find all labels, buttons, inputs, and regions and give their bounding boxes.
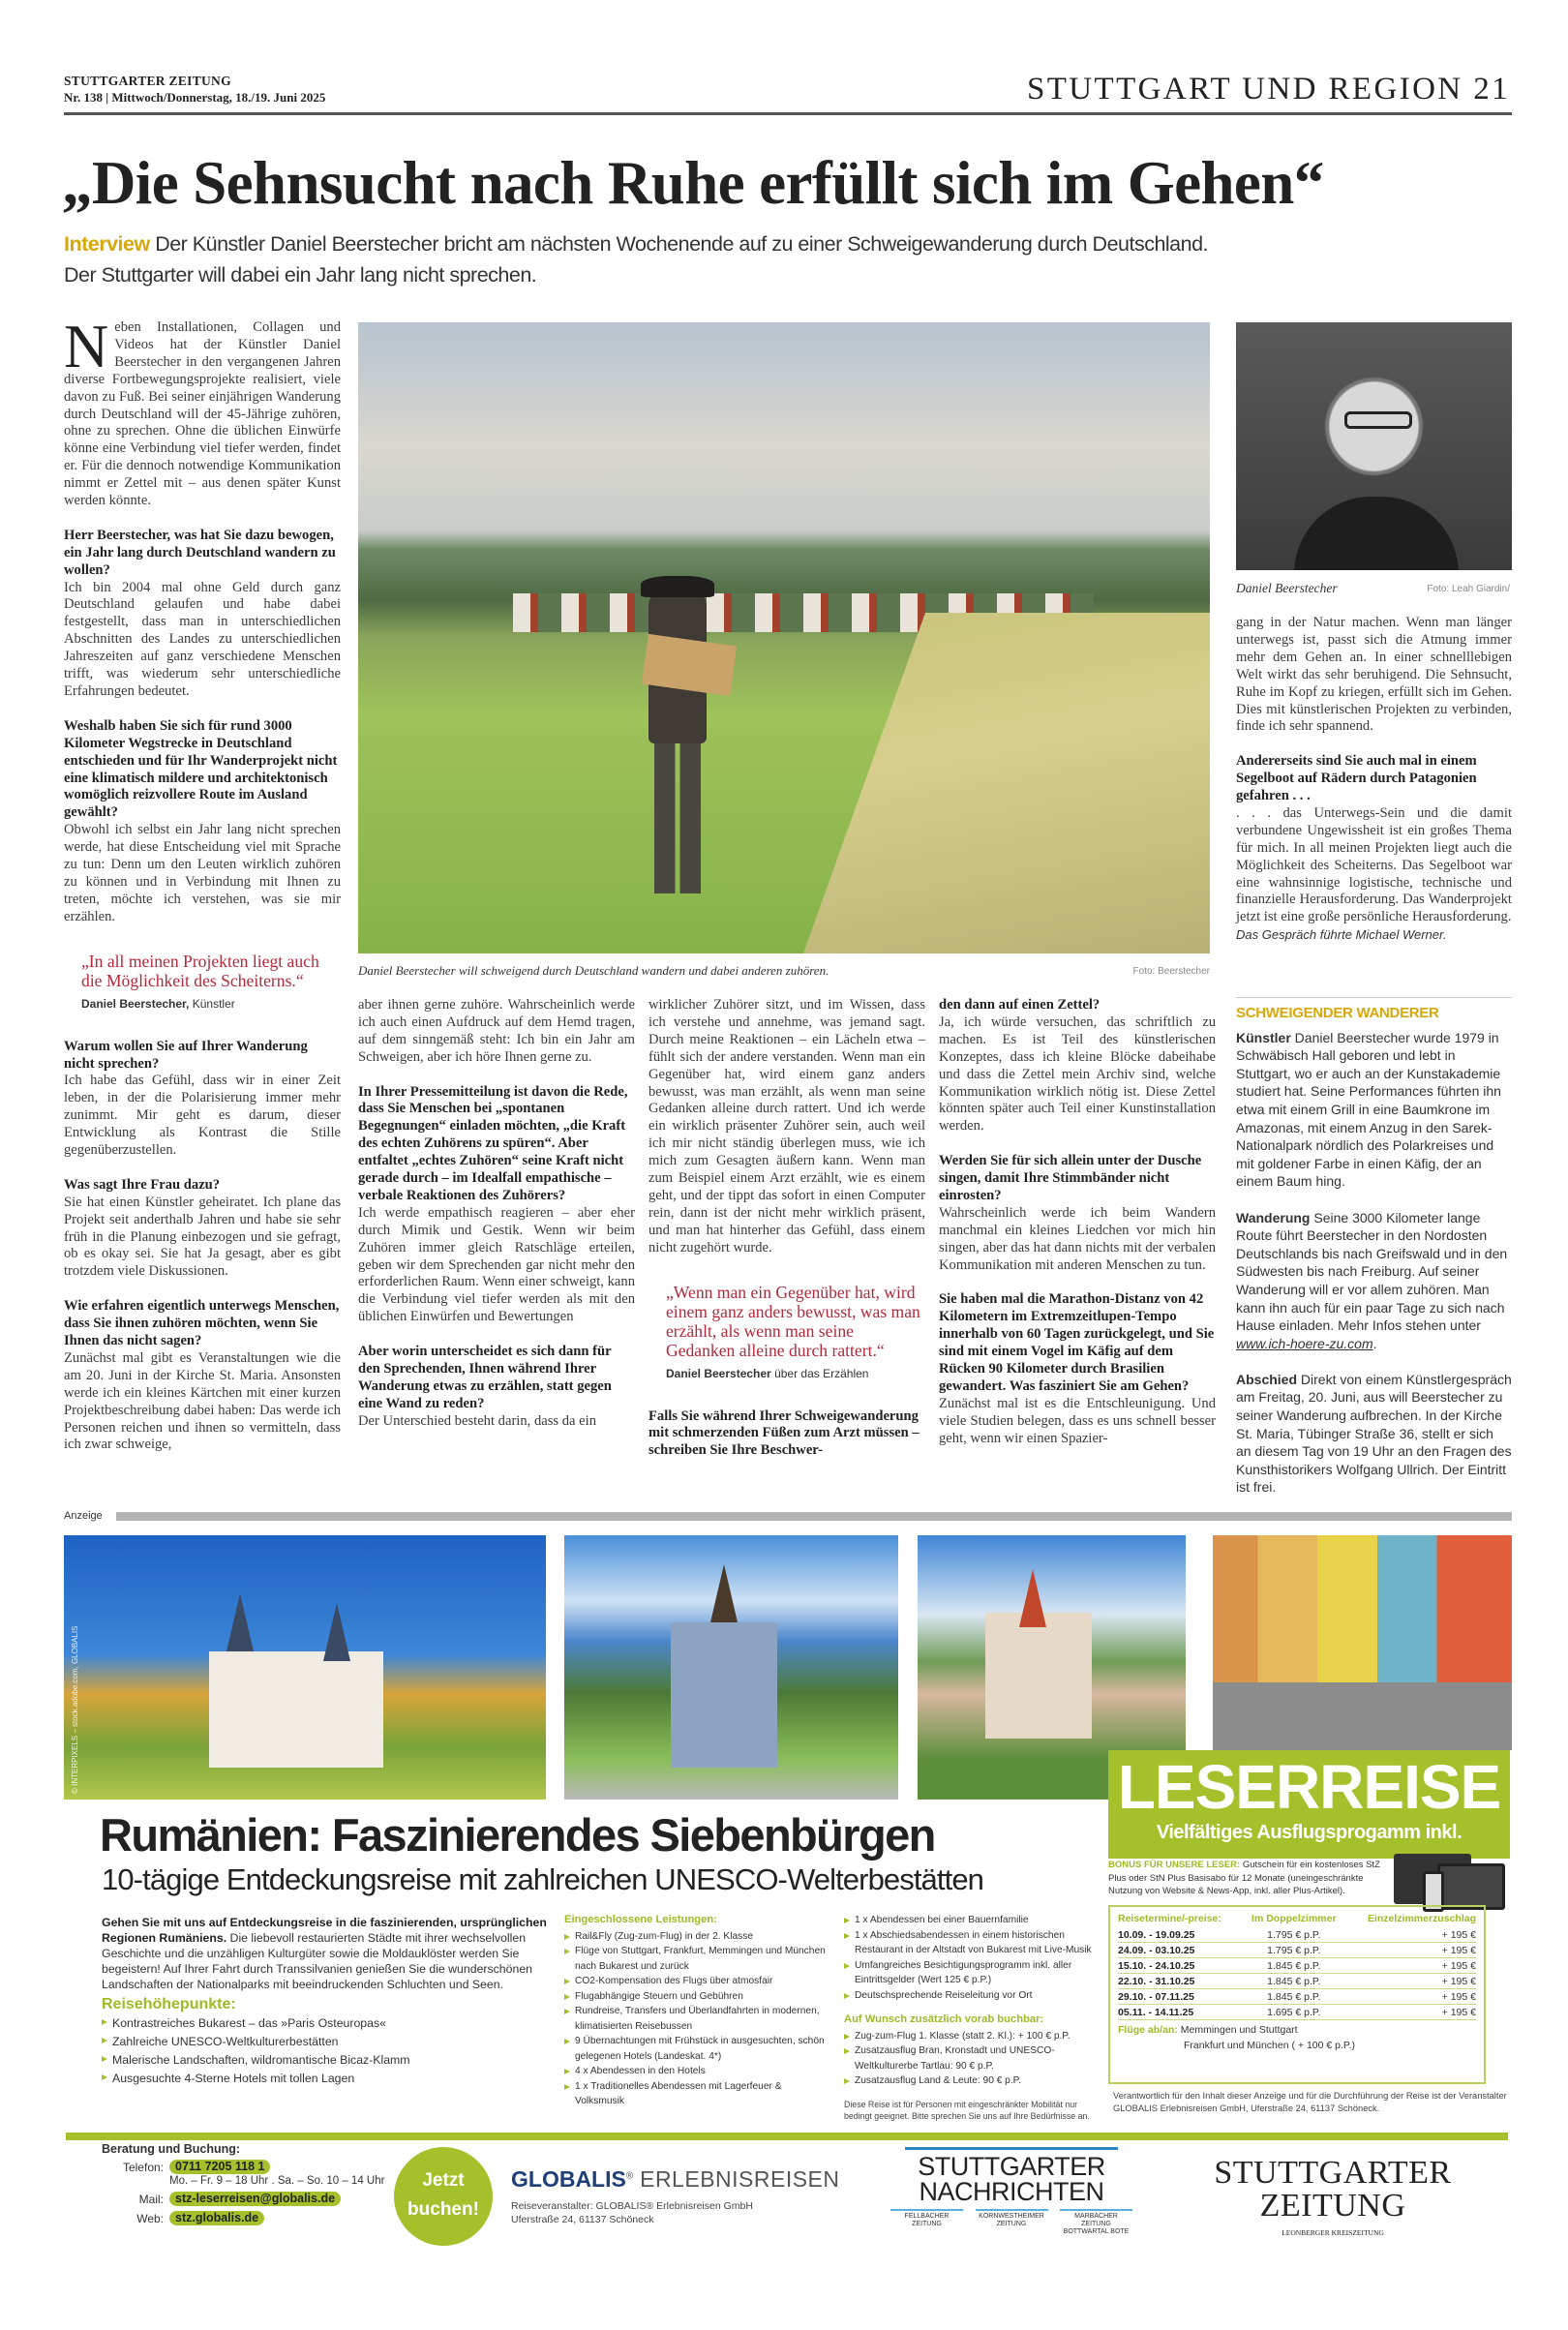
travel-dates: 10.09. - 19.09.25: [1118, 1927, 1243, 1943]
price-table-box: [1108, 1905, 1486, 2084]
photo-credit: Foto: Beerstecher: [1132, 966, 1210, 977]
list-item: 1 x Traditionelles Abendessen mit Lagerfeuer & Volksmusik: [564, 2079, 826, 2109]
monastery-spire: [710, 1564, 738, 1622]
infobox-text: Direkt von einem Künstlergespräch am Freitag, 20. Juni, aus will Beerstecher zu seiner Wanderung aufbrechen. In der Kirche St. Maria, Tübinger Straße 36, stellt er sich an diesem Tag von 19 Uhr an den Fragen des Kunsthistorikers Wolfgang Ullrich. Der Eintritt ist frei.: [1236, 1371, 1512, 1496]
ad-intro-bold: Gehen Sie mit uns auf Entdeckungsreise in die faszinierenden, ursprünglichen Regionen Rumäniens.: [102, 1916, 547, 1945]
badge-subtitle: Vielfältiges Ausflugsprogamm inkl.: [1156, 1822, 1462, 1843]
list-item: Kontrastreiches Bukarest – das »Paris Osteuropas«: [102, 2014, 547, 2033]
kicker: Interview: [64, 232, 150, 256]
logo-bar: [905, 2147, 1118, 2150]
infobox-lead: Künstler: [1236, 1029, 1291, 1045]
badge-title: LESERREISE: [1117, 1752, 1501, 1822]
price-header: Reisetermine/-preise:: [1118, 1913, 1221, 1924]
interview-question: Werden Sie für sich allein unter der Dusche singen, damit Ihre Stimmbänder nicht einrosten?: [939, 1153, 1202, 1203]
interview-question: Wie erfahren eigentlich unterwegs Menschen, dass Sie ihnen zuhören möchten, wenn Sie Ihnen das nicht sagen?: [64, 1298, 340, 1348]
list-item: Zahlreiche UNESCO-Weltkulturerbestätten: [102, 2033, 547, 2051]
article-column-4: [939, 997, 1216, 1448]
responsible-note: Verantwortlich für den Inhalt dieser Anzeige und für die Durchführung der Reise ist der Veranstalter GLOBALIS Erlebnisreisen GmbH, Uferstraße 24, 61137 Schöneck.: [1113, 2091, 1507, 2113]
web-label: Web:: [136, 2211, 164, 2225]
interview-question: Was sagt Ihre Frau dazu?: [64, 1176, 221, 1193]
interview-question: Sie haben mal die Marathon-Distanz von 42 Kilometern im Extremzeitlupen-Tempo innerhalb von 60 Tagen zurückgelegt, und Sie sind mit einem Vogel im Käfig auf dem Rücken 90 Kilometer durch Brasilien gewandert. Was fasziniert Sie am Gehen?: [939, 1291, 1215, 1394]
interviewer-credit: Das Gespräch führte Michael Werner.: [1236, 927, 1447, 943]
single-supplement: + 195 €: [1345, 1958, 1476, 1974]
flights-label: Flüge ab/an:: [1118, 2024, 1178, 2036]
pull-quote: [81, 952, 341, 1014]
logo-suffix: ERLEBNISREISEN: [633, 2166, 840, 2192]
globalis-logo: [511, 2166, 840, 2193]
single-supplement: + 195 €: [1345, 1989, 1476, 2005]
article-column-3: [648, 997, 925, 1460]
leserreise-badge: [1108, 1750, 1510, 1859]
list-item: Ausgesuchte 4-Sterne Hotels mit tollen Lagen: [102, 2070, 547, 2088]
logo-reg: ®: [625, 2170, 634, 2182]
logo-line-2: ZEITUNG: [1259, 2188, 1406, 2224]
list-item: Flüge von Stuttgart, Frankfurt, Memmingen und München nach Bukarest und zurück: [564, 1944, 826, 1974]
price-row: [1118, 1943, 1476, 1958]
deck: [64, 228, 1438, 290]
pull-quote-attribution: [81, 996, 341, 1014]
masthead-issue: Nr. 138 | Mittwoch/Donnerstag, 18./19. Juni 2025: [64, 90, 326, 105]
interview-question: Aber worin unterscheidet es sich dann für den Sprechenden, Ihnen während Ihrer Wanderung etwas zu erzählen, statt gegen eine Wand zu reden?: [358, 1344, 612, 1411]
list-item: Rundreise, Transfers und Überlandfahrten in modernen, klimatisierten Reisebussen: [564, 2004, 826, 2034]
included-list-continued: [844, 1913, 1101, 2003]
photo-hiker-legs: [654, 739, 701, 893]
interview-answer: Obwohl ich selbst ein Jahr lang nicht sprechen werde, hat diese Entscheidung viel mit Sprache zu tun: Denn um den Leuten wirklich zuhören zu können und in Verbindung mit Ihnen zu treten, möchte ich verstehen, was sie mir erzählen.: [64, 822, 341, 924]
ad-intro-column: [102, 1915, 547, 2088]
interview-question: Falls Sie während Ihrer Schweigewanderung mit schmerzenden Füßen zum Arzt müssen – schreiben Sie Ihre Beschwer-: [648, 1407, 920, 1459]
book-now-button[interactable]: [394, 2147, 493, 2246]
double-room-price: 1.795 € p.P.: [1243, 1943, 1345, 1958]
list-item: 1 x Abschiedsabendessen in einem historischen Restaurant in der Altstadt von Bukarest mit Live-Musik: [844, 1928, 1101, 1958]
logo-sub: FELLBACHER ZEITUNG: [890, 2209, 963, 2236]
cta-line-2: buchen!: [407, 2199, 479, 2220]
infobox-lead: Abschied: [1236, 1371, 1298, 1387]
article-column-2: [358, 997, 635, 1431]
top-rule: [64, 112, 1512, 115]
web-address[interactable]: stz.globalis.de: [169, 2211, 264, 2225]
logo-line-1: STUTTGARTER: [1214, 2155, 1452, 2191]
ad-included-column: [564, 1913, 826, 2109]
ad-title: Rumänien: Faszinierendes Siebenbürgen: [100, 1809, 935, 1861]
interview-answer: Zunächst mal ist es die Entschleunigung. Und viele Studien belegen, dass es uns schnell besser geht, wenn wir einen Spazier-: [939, 1395, 1216, 1446]
photo-field: [803, 613, 1210, 953]
pull-quote-text: „Wenn man ein Gegenüber hat, wird einem ganz anders bewusst, was man erzählt, als wenn man seine Gedanken alleine durch rattert.“: [666, 1282, 920, 1360]
flights-info: [1118, 2022, 1476, 2053]
quote-author: Daniel Beerstecher,: [81, 996, 190, 1011]
ad-label-bar: [116, 1512, 1512, 1521]
infobox-text: Seine 3000 Kilometer lange Route führt Beerstecher in den Nordosten Deutschlands bis nach Greifswald und in den Südwesten bis nach Freiburg. Auf seiner Wanderung will er vor allem zuhören. Man kann ihn auch für ein paar Tage zu sich nach Hause einladen. Mehr Infos stehen unter: [1236, 1209, 1508, 1334]
interview-question: Warum wollen Sie auf Ihrer Wanderung nicht sprechen?: [64, 1038, 308, 1072]
phone-label: Telefon:: [122, 2160, 164, 2174]
bonus-text: [1108, 1859, 1389, 1898]
price-header: Einzelzimmerzuschlag: [1367, 1913, 1476, 1924]
ad-intro: [102, 1915, 547, 1992]
photo-hiker-hat: [641, 576, 714, 597]
infobox-item: [1236, 1209, 1512, 1353]
logo-brand: GLOBALIS: [511, 2166, 626, 2192]
highlights-title: Reisehöhepunkte:: [102, 1996, 236, 2012]
list-item: Zusatzausflug Land & Leute: 90 € p.P.: [844, 2073, 1101, 2089]
portrait-torso: [1294, 497, 1459, 570]
list-item: Zusatzausflug Bran, Kronstadt und UNESCO-Weltkulturerbe Tartlau: 90 € p.P.: [844, 2043, 1101, 2073]
mobility-note: Diese Reise ist für Personen mit eingeschränkter Mobilität nur bedingt geeignet. Bitte sprechen Sie uns auf Ihre Bedürfnisse an.: [844, 2099, 1090, 2121]
price-header: Im Doppelzimmer: [1251, 1913, 1337, 1924]
logo-line-2: NACHRICHTEN: [919, 2177, 1104, 2206]
optional-list: [844, 2029, 1101, 2089]
ad-label: Anzeige: [64, 1510, 103, 1522]
interview-answer: . . . das Unterwegs-Sein und die damit verbundene Ungewissheit ist ein großes Thema für mich. In all meinen Projekten liegt auch die Möglichkeit des Scheiterns. Das Segelboot war eine wahnsinnige logistische, technische und finanzielle Herausforderung. Das Wanderprojekt jetzt ist eine große persönliche Herausforderung.: [1236, 804, 1512, 925]
bonus-body: Gutschein für ein kostenloses StZ Plus oder StN Plus Basisabo für 12 Monate (uneingeschränkte Nutzung von Website & News-App, inkl. aller Plus-Artikel).: [1108, 1860, 1380, 1896]
single-supplement: + 195 €: [1345, 1974, 1476, 1989]
castle-body: [209, 1651, 383, 1768]
single-supplement: + 195 €: [1345, 1943, 1476, 1958]
interview-answer: Ich habe das Gefühl, dass wir in einer Zeit leben, in der die Polarisierung immer mehr zunimmt. Mir geht es darum, dieser Entwicklung als Kontrast die Stille gegenüberzustellen.: [64, 1073, 341, 1159]
interview-answer: Wahrscheinlich werde ich beim Wandern manchmal ein kleines Liedchen vor mich hin singen, aber das hat dann nichts mit der verbalen Kommunikation mit anderen Menschen zu tun.: [939, 1204, 1216, 1273]
logo-sub: KORNWESTHEIMER ZEITUNG: [976, 2209, 1048, 2236]
interview-question: Weshalb haben Sie sich für rund 3000 Kilometer Wegstrecke in Deutschland entschieden und für Ihr Wanderprojekt nicht eine klimatisch mildere und architektonisch womöglich reizvollere Route im Ausland gewählt?: [64, 717, 338, 821]
travel-dates: 05.11. - 14.11.25: [1118, 2005, 1243, 2020]
main-photo: [358, 322, 1210, 953]
opening-hours: Mo. – Fr. 9 – 18 Uhr . Sa. – So. 10 – 14 Uhr: [169, 2175, 385, 2187]
ad-photo-monastery: [564, 1535, 898, 1800]
list-item: Malerische Landschaften, wildromantische Bicaz-Klamm: [102, 2051, 547, 2070]
lead-paragraph: [64, 312, 341, 510]
double-room-price: 1.845 € p.P.: [1243, 1974, 1345, 1989]
mail-address[interactable]: stz-leserreisen@globalis.de: [169, 2192, 341, 2206]
green-divider: [66, 2133, 1508, 2140]
flights-line-1: Memmingen und Stuttgart: [1180, 2024, 1298, 2036]
price-row: [1118, 2005, 1476, 2020]
ad-photo-peles-castle: [64, 1535, 546, 1800]
double-room-price: 1.845 € p.P.: [1243, 1958, 1345, 1974]
price-row: [1118, 1927, 1476, 1943]
highlights-list: [102, 2014, 547, 2088]
portrait-glasses: [1344, 411, 1412, 429]
castle-roof: [1019, 1569, 1046, 1627]
quote-author: Daniel Beerstecher: [666, 1366, 771, 1380]
portrait-photo: [1236, 322, 1512, 570]
ad-photo-sighisoara: [1213, 1535, 1512, 1750]
pull-quote-attribution: [666, 1366, 925, 1383]
drop-cap: N: [64, 312, 109, 380]
pull-quote-text: „In all meinen Projekten liegt auch die Möglichkeit des Scheiterns.“: [81, 951, 319, 990]
interview-answer: wirklicher Zuhörer sitzt, und im Wissen, dass ich verstehe und annehme, was jemand sagt. Durch meine Reaktionen – ein Lächeln etwa – fühlt sich der andere verstanden. Wenn man ein Gegenüber hat, wird einem ganz anders bewusst, was man erzählt, als wenn man seine Gedanken alleine durch rattert. Und ich werde ein wirklich präsenter Zuhörer sein, auch weil ich mir nicht ständig überlegen muss, wie ich mich zum Gesagten äußern kann. Wenn man zum Beispiel einem Arzt erzählt, wie es einem geht, und der tippt das sofort in einen Computer rein, dann ist der nicht mehr wirklich präsent, und man hat hinterher das Gefühl, dass einem nicht zugehört wurde.: [648, 997, 925, 1256]
photo-caption: Daniel Beerstecher will schweigend durch Deutschland wandern und dabei anderen zuhören.: [358, 963, 829, 978]
quote-role: Künstler: [192, 996, 235, 1011]
interview-question: den dann auf einen Zettel?: [939, 997, 1101, 1013]
list-item: CO2-Kompensation des Flugs über atmosfair: [564, 1974, 826, 1989]
contact-title: Beratung und Buchung:: [102, 2142, 241, 2156]
interview-answer: Ich werde empathisch reagieren – aber eher durch Mimik und Gestik. Wenn wir beim Zuhören immer gleich Ratschläge erteilen, geben wir dem Sprechenden gar nicht mehr den erforderlichen Raum. Wenn einer schweigt, kann die Verbindung viel tiefer werden als mit den üblichen Einwürfen und Bewertungen: [358, 1204, 635, 1325]
logo-sub: MARBACHER ZEITUNG BOTTWARTAL BOTE: [1060, 2209, 1132, 2236]
devices-illustration: [1384, 1854, 1510, 1912]
monastery-body: [671, 1622, 777, 1768]
ad-subtitle: 10-tägige Entdeckungsreise mit zahlreichen UNESCO-Welterbestätten: [102, 1862, 984, 1896]
travel-dates: 22.10. - 31.10.25: [1118, 1974, 1243, 1989]
pull-quote: [666, 1283, 925, 1383]
list-item: 4 x Abendessen in den Hotels: [564, 2064, 826, 2079]
price-row: [1118, 1958, 1476, 1974]
interview-question: In Ihrer Pressemitteilung ist davon die Rede, dass Sie Menschen bei „spontanen Begegnungen“ einladen möchten, „die Kraft des echten Zuhörens zu spüren“. Aber entfaltet „echtes Zuhören“ seine Kraft nicht gerade durch – im Idealfall empathische – verbale Reaktionen des Zuhörers?: [358, 1083, 628, 1203]
interview-answer: Ja, ich würde versuchen, das schriftlich zu machen. Es ist Teil des künstlerischen Konzeptes, dass ich kleine Blöcke dabeihabe und dass die Zettel mein Archiv sind, welche Kommunikation wirklich nötig ist. Diese Zettel könnten später auch Teil einer Kunstinstallation werden.: [939, 1014, 1216, 1135]
booking-contact: [102, 2142, 384, 2226]
list-item: Zug-zum-Flug 1. Klasse (statt 2. Kl.): + 100 € p.P.: [844, 2029, 1101, 2044]
tablet-icon: [1437, 1863, 1505, 1910]
flights-line-2: Frankfurt und München ( + 100 € p.P.): [1184, 2040, 1355, 2051]
infobox-rule: [1236, 997, 1512, 998]
bonus-label: BONUS FÜR UNSERE LESER:: [1108, 1860, 1241, 1870]
double-room-price: 1.695 € p.P.: [1243, 2005, 1345, 2020]
operator-line-2: Uferstraße 24, 61137 Schöneck: [511, 2214, 654, 2225]
list-item: 1 x Abendessen bei einer Bauernfamilie: [844, 1913, 1101, 1928]
lead-text: eben Installationen, Collagen und Videos hat der Künstler Daniel Beerstecher in den vergangenen Jahren diverse Fortbewegungsprojekte realisiert, viele davon zu Fuß. Bei seiner einjährigen Wanderung durch Deutschland will der 45-Jährige zuhören, ohne zu sprechen. Ohne die üblichen Einwürfe könne eine Verbindung viel tiefer werden, findet er. Für die dennoch notwendige Kommunikation nimmt er Zettel mit – aus denen später Kunst werden könnte.: [64, 319, 341, 509]
interview-answer: Der Unterschied besteht darin, dass da ein: [358, 1412, 596, 1429]
single-supplement: + 195 €: [1345, 2005, 1476, 2020]
price-table: [1118, 1911, 1476, 2020]
optional-title: Auf Wunsch zusätzlich vorab buchbar:: [844, 2013, 1044, 2025]
included-title: Eingeschlossene Leistungen:: [564, 1914, 717, 1925]
article-column-5: [1236, 615, 1512, 944]
website-link[interactable]: www.ich-hoere-zu.com: [1236, 1335, 1373, 1351]
deck-line-2: Der Stuttgarter will dabei ein Jahr lang nicht sprechen.: [64, 263, 537, 287]
interview-answer: gang in der Natur machen. Wenn man länger unterwegs ist, passt sich die Atmung immer mehr dem Gehen an. In einer schnelllebigen Welt wirkt das sehr beruhigend. Die Sehnsucht, Ruhe im Kopf zu kriegen, erfüllt sich im Gehen. Dies mit künstlerischen Projekten zu verbinden, finde ich sehr spannend.: [1236, 615, 1512, 735]
ad-included-more-column: [844, 1913, 1101, 2122]
list-item: Umfangreiches Besichtigungsprogramm inkl. aller Eintrittsgelder (Wert 125 € p.P.): [844, 1958, 1101, 1988]
article-column-1: [64, 312, 341, 1454]
double-room-price: 1.845 € p.P.: [1243, 1989, 1345, 2005]
infobox-text: .: [1372, 1335, 1377, 1351]
portrait-credit: Foto: Leah Giardin/: [1427, 584, 1510, 594]
interview-answer: aber ihnen gerne zuhöre. Wahrscheinlich werde ich auch einen Aufdruck auf dem Hemd tragen, auf dem sinngemäß steht: Ich bin ein Jahr am Schweigen, aber ich höre Ihnen gerne zu.: [358, 997, 635, 1065]
list-item: 9 Übernachtungen mit Frühstück in ausgesuchten, schön gelegenen Hotels (Landeskat. 4*): [564, 2034, 826, 2064]
interview-question: Andererseits sind Sie auch mal in einem Segelboot auf Rädern durch Patagonien gefahren . . .: [1236, 753, 1477, 804]
travel-dates: 29.10. - 07.11.25: [1118, 1989, 1243, 2005]
castle-spire: [323, 1603, 350, 1661]
interview-answer: Sie hat einen Künstler geheiratet. Ich plane das Projekt seit anderthalb Jahren und habe sie sehr früh in die Planung einbezogen und sie gefragt, ob es okay sei. Sie hat Ja gesagt, aber es gibt trotzdem viele Diskussionen.: [64, 1194, 341, 1280]
ad-intro-text: Die liebevoll restaurierten Städte mit ihrer wechselvollen Geschichte und die unzähligen Kulturgüter sowie die Moldauklöster werden Sie begeistern! Auf Ihrer Fahrt durch Transsilvanien genießen Sie die wunderschönen Landschaften der Nationalparks mit beeindruckenden Schluchten und Seen.: [102, 1931, 532, 1991]
infobox-text: Daniel Beerstecher wurde 1979 in Schwäbisch Hall geboren und lebt in Stuttgart, wo er auch an der Kunstakademie studiert hat. Seine Performances führten ihn etwa mit einem Grill in eine Baumkrone im Amazonas, mit einem Anzug in den Sarek-Nationalpark nördlich des Polarkreises und mit goldener Farbe in einen Käfig, der an einem Baum hing.: [1236, 1029, 1501, 1190]
double-room-price: 1.795 € p.P.: [1243, 1927, 1345, 1943]
price-row: [1118, 1974, 1476, 1989]
infobox-title: SCHWEIGENDER WANDERER: [1236, 1005, 1439, 1021]
infobox-item: [1236, 1029, 1512, 1191]
section-title: STUTTGART UND REGION 21: [1026, 72, 1510, 106]
deck-line-1: Der Künstler Daniel Beerstecher bricht am nächsten Wochenende auf zu einer Schweigewanderung durch Deutschland.: [155, 232, 1209, 256]
interview-question: Herr Beerstecher, was hat Sie dazu bewogen, ein Jahr lang durch Deutschland wandern zu wollen?: [64, 527, 336, 578]
travel-dates: 24.09. - 03.10.25: [1118, 1943, 1243, 1958]
list-item: Deutschsprechende Reiseleitung vor Ort: [844, 1988, 1101, 2004]
operator-line-1: Reiseveranstalter: GLOBALIS® Erlebnisreisen GmbH: [511, 2200, 753, 2212]
mail-label: Mail:: [138, 2192, 164, 2206]
single-supplement: + 195 €: [1345, 1927, 1476, 1943]
travel-dates: 15.10. - 24.10.25: [1118, 1958, 1243, 1974]
included-list: [564, 1929, 826, 2109]
headline: „Die Sehnsucht nach Ruhe erfüllt sich im Gehen“: [62, 149, 1324, 217]
portrait-caption: Daniel Beerstecher: [1236, 581, 1338, 595]
infobox-item: [1236, 1371, 1512, 1497]
list-item: Flugabhängige Steuern und Gebühren: [564, 1989, 826, 2005]
cta-line-1: Jetzt: [422, 2170, 465, 2191]
logo-sub: LEONBERGER KREISZEITUNG: [1282, 2228, 1384, 2237]
operator-address: [511, 2199, 753, 2226]
price-row: [1118, 1989, 1476, 2005]
interview-answer: Zunächst mal gibt es Veranstaltungen wie die am 20. Juni in der Kirche St. Maria. Ansonsten werde ich ein kleines Kärtchen mit einer kurzen Projektbeschreibung dabei haben: Das werde ich Personen reichen und ihnen so vermitteln, dass ich zwar schweige,: [64, 1349, 341, 1453]
logo-line-1: STUTTGARTER: [918, 2152, 1105, 2181]
list-item: Rail&Fly (Zug-zum-Flug) in der 2. Klasse: [564, 1929, 826, 1945]
ad-photo-credit: © INTERPIXELS – stock.adobe.com, GLOBALIS: [71, 1625, 79, 1794]
infobox: [1236, 1005, 1512, 1515]
infobox-lead: Wanderung: [1236, 1209, 1311, 1226]
phone-number[interactable]: 0711 7205 118 1: [169, 2160, 270, 2174]
interview-answer: Ich bin 2004 mal ohne Geld durch ganz Deutschland gelaufen und habe dabei festgestellt, dass man in unterschiedlichen Abschnitten des Landes zu unterschiedlichen Jahreszeiten auf ganz verschiedene Menschen trifft, was wiederum sehr unterschiedliche Erfahrungen bedeutet.: [64, 579, 341, 700]
stuttgarter-nachrichten-logo: [890, 2147, 1132, 2236]
castle-body: [985, 1613, 1092, 1739]
quote-role: über das Erzählen: [774, 1366, 869, 1380]
masthead-paper: STUTTGARTER ZEITUNG: [64, 74, 231, 88]
stuttgarter-zeitung-logo: [1192, 2157, 1473, 2237]
castle-spire: [226, 1593, 254, 1651]
